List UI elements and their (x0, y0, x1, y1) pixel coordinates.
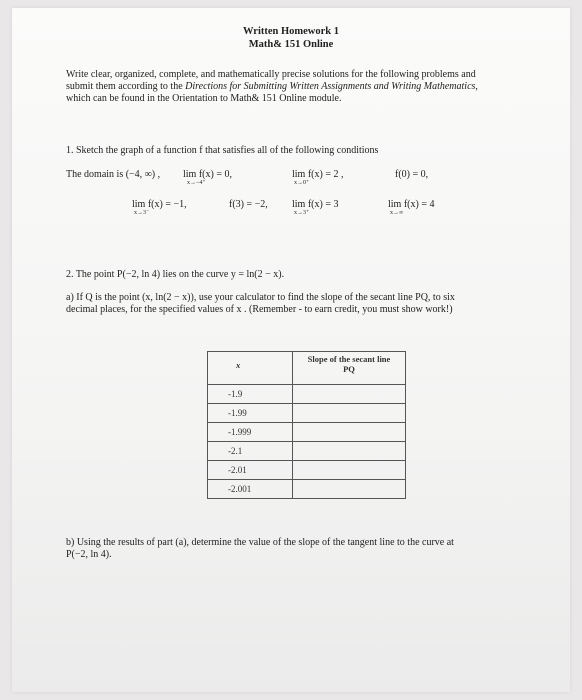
q1-condition-1-sub: x→−4⁺ (187, 180, 206, 186)
q2-prompt: 2. The point P(−2, ln 4) lies on the curve y = ln(2 − x). (66, 269, 285, 280)
x-value-cell: -1.999 (208, 423, 293, 442)
q2a-line-2: decimal places, for the specified values of x . (Remember - to earn credit, you must show work!) (66, 304, 453, 315)
q1-condition-6-sub: x→3⁺ (294, 210, 310, 216)
slope-answer-cell[interactable] (293, 385, 406, 404)
x-value-cell: -1.99 (208, 404, 293, 423)
q1-prompt: 1. Sketch the graph of a function f that satisfies all of the following conditions (66, 145, 379, 156)
q1-condition-1: lim f(x) = 0, (183, 169, 232, 180)
slope-answer-cell[interactable] (293, 423, 406, 442)
q1-domain: The domain is (−4, ∞) , (66, 169, 161, 180)
q1-condition-4-sub: x→3⁻ (134, 210, 150, 216)
q2a-line-1: a) If Q is the point (x, ln(2 − x)), use your calculator to find the slope of the secant line PQ, to six (66, 292, 455, 303)
table-row (208, 480, 406, 499)
intro-line-3: which can be found in the Orientation to Math& 151 Online module. (66, 93, 342, 104)
q1-condition-3: f(0) = 0, (395, 169, 429, 180)
slope-answer-cell[interactable] (293, 480, 406, 499)
q2b-line-2: P(−2, ln 4). (66, 549, 112, 560)
slope-answer-cell[interactable] (293, 442, 406, 461)
q1-condition-5: f(3) = −2, (229, 199, 268, 210)
q1-condition-7-sub: x→∞ (390, 210, 404, 216)
assignment-title: Written Homework 1 (242, 26, 340, 37)
table-row (208, 385, 406, 404)
secant-slope-table (207, 351, 406, 499)
table-header-x: x (208, 352, 293, 385)
q1-condition-6: lim f(x) = 3 (292, 199, 339, 210)
q1-condition-2: lim f(x) = 2 , (292, 169, 344, 180)
table-row (208, 404, 406, 423)
slope-answer-cell[interactable] (293, 404, 406, 423)
q1-condition-4: lim f(x) = −1, (132, 199, 187, 210)
table-row (208, 461, 406, 480)
table-header-row (208, 352, 406, 385)
course-name: Math& 151 Online (248, 39, 334, 50)
document-page (12, 8, 570, 692)
table-row (208, 442, 406, 461)
q2b-line-1: b) Using the results of part (a), determine the value of the slope of the tangent line to the curve at (66, 537, 454, 548)
q1-condition-7: lim f(x) = 4 (388, 199, 435, 210)
intro-line-1: Write clear, organized, complete, and mathematically precise solutions for the following problems and (66, 69, 476, 80)
table-header-slope: Slope of the secant line PQ (293, 352, 406, 385)
intro-line-2: submit them according to the Directions for Submitting Written Assignments and Writing Mathematics, (66, 81, 478, 92)
directions-link-text: Directions for Submitting Written Assignments and Writing Mathematics (185, 81, 476, 92)
q1-condition-2-sub: x→0⁺ (294, 180, 310, 186)
slope-answer-cell[interactable] (293, 461, 406, 480)
table-row (208, 423, 406, 442)
x-value-cell: -1.9 (208, 385, 293, 404)
x-value-cell: -2.01 (208, 461, 293, 480)
x-value-cell: -2.1 (208, 442, 293, 461)
x-value-cell: -2.001 (208, 480, 293, 499)
